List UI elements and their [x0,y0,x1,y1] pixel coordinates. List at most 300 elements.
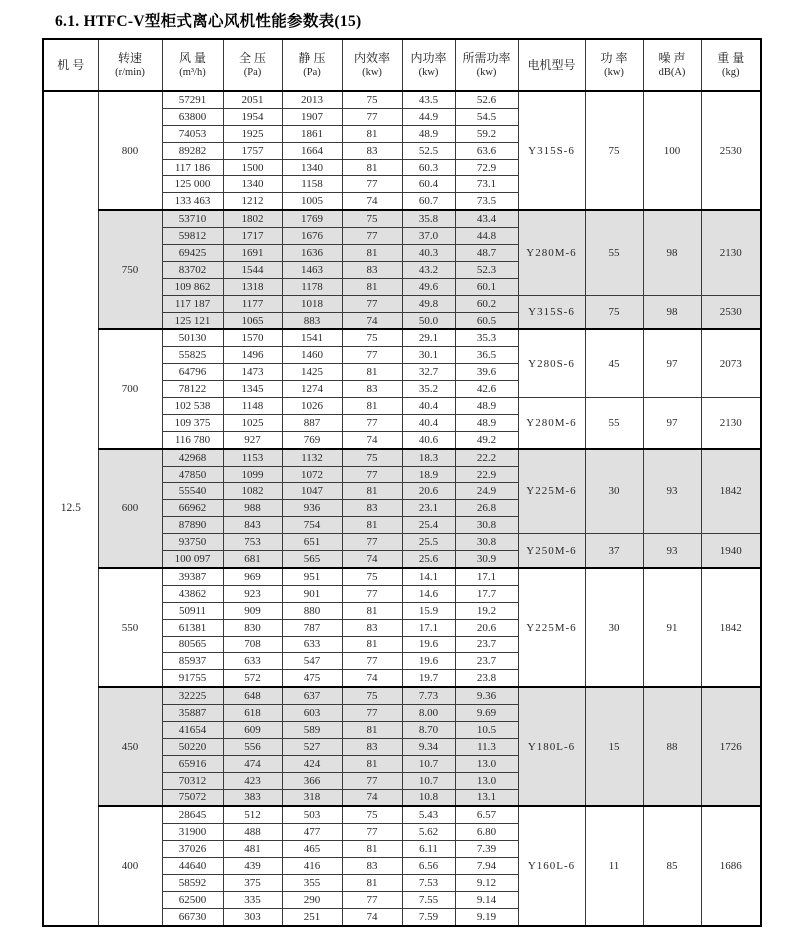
total-pressure-cell: 988 [223,500,282,517]
required-power-cell: 23.7 [455,653,518,670]
internal-power-cell: 7.53 [402,874,455,891]
internal-power-cell: 15.9 [402,602,455,619]
airflow-cell: 109 862 [162,278,223,295]
internal-power-cell: 50.0 [402,312,455,329]
required-power-cell: 9.14 [455,891,518,908]
efficiency-cell: 83 [342,261,402,278]
internal-power-cell: 49.6 [402,278,455,295]
total-pressure-cell: 1570 [223,329,282,346]
airflow-cell: 61381 [162,619,223,636]
required-power-cell: 48.9 [455,398,518,415]
motor-power-cell: 15 [585,687,643,806]
airflow-cell: 44640 [162,858,223,875]
efficiency-cell: 75 [342,568,402,585]
required-power-cell: 11.3 [455,738,518,755]
noise-cell: 85 [643,806,701,925]
total-pressure-cell: 1099 [223,466,282,483]
static-pressure-cell: 633 [282,636,342,653]
static-pressure-cell: 1047 [282,483,342,500]
airflow-cell: 93750 [162,534,223,551]
total-pressure-cell: 927 [223,431,282,448]
required-power-cell: 20.6 [455,619,518,636]
airflow-cell: 37026 [162,841,223,858]
internal-power-cell: 35.2 [402,381,455,398]
airflow-cell: 50130 [162,329,223,346]
internal-power-cell: 7.59 [402,908,455,925]
total-pressure-cell: 830 [223,619,282,636]
airflow-cell: 41654 [162,721,223,738]
efficiency-cell: 75 [342,449,402,466]
required-power-cell: 10.5 [455,721,518,738]
efficiency-cell: 81 [342,874,402,891]
airflow-cell: 70312 [162,772,223,789]
internal-power-cell: 19.6 [402,653,455,670]
internal-power-cell: 30.1 [402,347,455,364]
total-pressure-cell: 1691 [223,245,282,262]
total-pressure-cell: 1496 [223,347,282,364]
column-header: 内效率 (kw) [342,39,402,91]
total-pressure-cell: 1177 [223,295,282,312]
efficiency-cell: 83 [342,142,402,159]
total-pressure-cell: 1802 [223,210,282,227]
total-pressure-cell: 1717 [223,228,282,245]
static-pressure-cell: 1072 [282,466,342,483]
static-pressure-cell: 1664 [282,142,342,159]
static-pressure-cell: 769 [282,431,342,448]
total-pressure-cell: 753 [223,534,282,551]
airflow-cell: 39387 [162,568,223,585]
static-pressure-cell: 887 [282,414,342,431]
motor-power-cell: 37 [585,534,643,568]
efficiency-cell: 83 [342,500,402,517]
motor-power-cell: 55 [585,398,643,449]
static-pressure-cell: 1274 [282,381,342,398]
efficiency-cell: 75 [342,329,402,346]
static-pressure-cell: 465 [282,841,342,858]
internal-power-cell: 14.1 [402,568,455,585]
total-pressure-cell: 909 [223,602,282,619]
static-pressure-cell: 1861 [282,125,342,142]
internal-power-cell: 43.5 [402,91,455,108]
weight-cell: 1842 [701,449,761,534]
required-power-cell: 30.8 [455,517,518,534]
noise-cell: 93 [643,534,701,568]
static-pressure-cell: 651 [282,534,342,551]
internal-power-cell: 7.73 [402,687,455,704]
internal-power-cell: 18.9 [402,466,455,483]
required-power-cell: 73.1 [455,176,518,193]
table-row [43,687,761,704]
table-header [43,39,761,91]
noise-cell: 97 [643,398,701,449]
required-power-cell: 30.9 [455,551,518,568]
total-pressure-cell: 648 [223,687,282,704]
internal-power-cell: 25.5 [402,534,455,551]
total-pressure-cell: 383 [223,789,282,806]
internal-power-cell: 43.2 [402,261,455,278]
internal-power-cell: 19.6 [402,636,455,653]
fan-performance-table [42,38,762,927]
motor-model-cell: Y225M-6 [518,568,585,687]
efficiency-cell: 81 [342,483,402,500]
total-pressure-cell: 1954 [223,108,282,125]
required-power-cell: 63.6 [455,142,518,159]
efficiency-cell: 81 [342,841,402,858]
internal-power-cell: 32.7 [402,364,455,381]
airflow-cell: 57291 [162,91,223,108]
required-power-cell: 54.5 [455,108,518,125]
internal-power-cell: 40.4 [402,398,455,415]
table-row [43,329,761,346]
efficiency-cell: 77 [342,347,402,364]
static-pressure-cell: 1460 [282,347,342,364]
static-pressure-cell: 637 [282,687,342,704]
total-pressure-cell: 1473 [223,364,282,381]
internal-power-cell: 60.3 [402,159,455,176]
internal-power-cell: 20.6 [402,483,455,500]
internal-power-cell: 6.11 [402,841,455,858]
required-power-cell: 13.0 [455,755,518,772]
required-power-cell: 26.8 [455,500,518,517]
noise-cell: 93 [643,449,701,534]
efficiency-cell: 75 [342,91,402,108]
efficiency-cell: 81 [342,517,402,534]
column-header: 内功率 (kw) [402,39,455,91]
table-row [43,449,761,466]
total-pressure-cell: 474 [223,755,282,772]
required-power-cell: 9.36 [455,687,518,704]
column-header: 风 量 (m³/h) [162,39,223,91]
required-power-cell: 19.2 [455,602,518,619]
static-pressure-cell: 475 [282,670,342,687]
weight-cell: 1686 [701,806,761,925]
airflow-cell: 117 186 [162,159,223,176]
efficiency-cell: 83 [342,619,402,636]
efficiency-cell: 81 [342,245,402,262]
static-pressure-cell: 503 [282,806,342,823]
speed-cell: 700 [98,329,162,448]
total-pressure-cell: 1544 [223,261,282,278]
internal-power-cell: 40.6 [402,431,455,448]
header-row [43,39,761,91]
static-pressure-cell: 787 [282,619,342,636]
motor-power-cell: 75 [585,91,643,210]
efficiency-cell: 81 [342,398,402,415]
static-pressure-cell: 883 [282,312,342,329]
efficiency-cell: 74 [342,551,402,568]
efficiency-cell: 74 [342,908,402,925]
static-pressure-cell: 366 [282,772,342,789]
motor-power-cell: 30 [585,449,643,534]
airflow-cell: 89282 [162,142,223,159]
static-pressure-cell: 1178 [282,278,342,295]
required-power-cell: 36.5 [455,347,518,364]
airflow-cell: 53710 [162,210,223,227]
airflow-cell: 66730 [162,908,223,925]
internal-power-cell: 10.7 [402,755,455,772]
required-power-cell: 13.0 [455,772,518,789]
required-power-cell: 13.1 [455,789,518,806]
weight-cell: 1842 [701,568,761,687]
internal-power-cell: 60.7 [402,193,455,210]
required-power-cell: 60.2 [455,295,518,312]
internal-power-cell: 5.62 [402,824,455,841]
static-pressure-cell: 477 [282,824,342,841]
required-power-cell: 30.8 [455,534,518,551]
total-pressure-cell: 2051 [223,91,282,108]
required-power-cell: 60.5 [455,312,518,329]
noise-cell: 98 [643,295,701,329]
weight-cell: 2130 [701,398,761,449]
required-power-cell: 23.7 [455,636,518,653]
efficiency-cell: 81 [342,636,402,653]
static-pressure-cell: 2013 [282,91,342,108]
airflow-cell: 125 121 [162,312,223,329]
weight-cell: 2130 [701,210,761,295]
static-pressure-cell: 318 [282,789,342,806]
efficiency-cell: 77 [342,772,402,789]
column-header: 功 率 (kw) [585,39,643,91]
motor-power-cell: 11 [585,806,643,925]
internal-power-cell: 14.6 [402,585,455,602]
efficiency-cell: 83 [342,738,402,755]
total-pressure-cell: 488 [223,824,282,841]
motor-model-cell: Y225M-6 [518,449,585,534]
noise-cell: 97 [643,329,701,397]
airflow-cell: 42968 [162,449,223,466]
column-header: 重 量 (kg) [701,39,761,91]
noise-cell: 100 [643,91,701,210]
efficiency-cell: 77 [342,585,402,602]
required-power-cell: 22.9 [455,466,518,483]
column-header: 静 压 (Pa) [282,39,342,91]
efficiency-cell: 83 [342,858,402,875]
internal-power-cell: 44.9 [402,108,455,125]
efficiency-cell: 81 [342,278,402,295]
weight-cell: 2073 [701,329,761,397]
airflow-cell: 74053 [162,125,223,142]
airflow-cell: 100 097 [162,551,223,568]
motor-model-cell: Y250M-6 [518,534,585,568]
airflow-cell: 55825 [162,347,223,364]
required-power-cell: 48.7 [455,245,518,262]
motor-model-cell: Y280S-6 [518,329,585,397]
static-pressure-cell: 1018 [282,295,342,312]
total-pressure-cell: 375 [223,874,282,891]
static-pressure-cell: 589 [282,721,342,738]
required-power-cell: 52.6 [455,91,518,108]
required-power-cell: 52.3 [455,261,518,278]
static-pressure-cell: 1340 [282,159,342,176]
efficiency-cell: 81 [342,364,402,381]
noise-cell: 91 [643,568,701,687]
internal-power-cell: 35.8 [402,210,455,227]
table-row [43,91,761,108]
static-pressure-cell: 1676 [282,228,342,245]
motor-power-cell: 75 [585,295,643,329]
required-power-cell: 22.2 [455,449,518,466]
static-pressure-cell: 1425 [282,364,342,381]
total-pressure-cell: 969 [223,568,282,585]
table-row [43,568,761,585]
total-pressure-cell: 708 [223,636,282,653]
efficiency-cell: 81 [342,755,402,772]
static-pressure-cell: 565 [282,551,342,568]
total-pressure-cell: 681 [223,551,282,568]
total-pressure-cell: 1025 [223,414,282,431]
speed-cell: 800 [98,91,162,210]
airflow-cell: 117 187 [162,295,223,312]
total-pressure-cell: 618 [223,705,282,722]
efficiency-cell: 77 [342,295,402,312]
column-header: 全 压 (Pa) [223,39,282,91]
airflow-cell: 55540 [162,483,223,500]
static-pressure-cell: 527 [282,738,342,755]
table-body [43,91,761,926]
required-power-cell: 72.9 [455,159,518,176]
internal-power-cell: 52.5 [402,142,455,159]
static-pressure-cell: 754 [282,517,342,534]
total-pressure-cell: 1340 [223,176,282,193]
total-pressure-cell: 423 [223,772,282,789]
static-pressure-cell: 251 [282,908,342,925]
efficiency-cell: 77 [342,824,402,841]
required-power-cell: 39.6 [455,364,518,381]
static-pressure-cell: 355 [282,874,342,891]
total-pressure-cell: 439 [223,858,282,875]
airflow-cell: 35887 [162,705,223,722]
required-power-cell: 9.69 [455,705,518,722]
total-pressure-cell: 1345 [223,381,282,398]
airflow-cell: 43862 [162,585,223,602]
internal-power-cell: 37.0 [402,228,455,245]
airflow-cell: 69425 [162,245,223,262]
required-power-cell: 9.12 [455,874,518,891]
airflow-cell: 62500 [162,891,223,908]
static-pressure-cell: 1005 [282,193,342,210]
internal-power-cell: 8.70 [402,721,455,738]
airflow-cell: 32225 [162,687,223,704]
internal-power-cell: 60.4 [402,176,455,193]
required-power-cell: 44.8 [455,228,518,245]
total-pressure-cell: 1065 [223,312,282,329]
speed-cell: 600 [98,449,162,568]
airflow-cell: 65916 [162,755,223,772]
total-pressure-cell: 1757 [223,142,282,159]
motor-power-cell: 55 [585,210,643,295]
internal-power-cell: 10.8 [402,789,455,806]
total-pressure-cell: 1925 [223,125,282,142]
noise-cell: 88 [643,687,701,806]
airflow-cell: 78122 [162,381,223,398]
static-pressure-cell: 547 [282,653,342,670]
static-pressure-cell: 290 [282,891,342,908]
page-title: 6.1. HTFC-V型柜式离心风机性能参数表(15) [55,13,362,30]
airflow-cell: 80565 [162,636,223,653]
efficiency-cell: 74 [342,193,402,210]
airflow-cell: 28645 [162,806,223,823]
efficiency-cell: 83 [342,381,402,398]
airflow-cell: 59812 [162,228,223,245]
weight-cell: 2530 [701,91,761,210]
total-pressure-cell: 556 [223,738,282,755]
efficiency-cell: 77 [342,466,402,483]
efficiency-cell: 77 [342,653,402,670]
column-header: 电机型号 [518,39,585,91]
total-pressure-cell: 512 [223,806,282,823]
total-pressure-cell: 1212 [223,193,282,210]
required-power-cell: 17.7 [455,585,518,602]
internal-power-cell: 10.7 [402,772,455,789]
static-pressure-cell: 1463 [282,261,342,278]
airflow-cell: 50911 [162,602,223,619]
internal-power-cell: 25.4 [402,517,455,534]
static-pressure-cell: 424 [282,755,342,772]
total-pressure-cell: 1500 [223,159,282,176]
efficiency-cell: 77 [342,891,402,908]
airflow-cell: 75072 [162,789,223,806]
static-pressure-cell: 1026 [282,398,342,415]
speed-cell: 550 [98,568,162,687]
total-pressure-cell: 335 [223,891,282,908]
speed-cell: 400 [98,806,162,925]
total-pressure-cell: 843 [223,517,282,534]
efficiency-cell: 74 [342,789,402,806]
column-header: 噪 声 dB(A) [643,39,701,91]
required-power-cell: 48.9 [455,414,518,431]
column-header: 所需功率 (kw) [455,39,518,91]
static-pressure-cell: 880 [282,602,342,619]
required-power-cell: 23.8 [455,670,518,687]
efficiency-cell: 81 [342,159,402,176]
static-pressure-cell: 416 [282,858,342,875]
total-pressure-cell: 1148 [223,398,282,415]
total-pressure-cell: 1153 [223,449,282,466]
internal-power-cell: 40.4 [402,414,455,431]
efficiency-cell: 74 [342,670,402,687]
internal-power-cell: 19.7 [402,670,455,687]
airflow-cell: 133 463 [162,193,223,210]
required-power-cell: 24.9 [455,483,518,500]
speed-cell: 450 [98,687,162,806]
internal-power-cell: 18.3 [402,449,455,466]
airflow-cell: 125 000 [162,176,223,193]
static-pressure-cell: 951 [282,568,342,585]
static-pressure-cell: 901 [282,585,342,602]
total-pressure-cell: 923 [223,585,282,602]
internal-power-cell: 5.43 [402,806,455,823]
motor-model-cell: Y315S-6 [518,295,585,329]
efficiency-cell: 75 [342,687,402,704]
internal-power-cell: 9.34 [402,738,455,755]
total-pressure-cell: 609 [223,721,282,738]
speed-cell: 750 [98,210,162,329]
required-power-cell: 7.39 [455,841,518,858]
airflow-cell: 50220 [162,738,223,755]
total-pressure-cell: 1082 [223,483,282,500]
internal-power-cell: 29.1 [402,329,455,346]
machine-no-cell: 12.5 [43,91,98,926]
airflow-cell: 109 375 [162,414,223,431]
internal-power-cell: 6.56 [402,858,455,875]
internal-power-cell: 23.1 [402,500,455,517]
internal-power-cell: 8.00 [402,705,455,722]
required-power-cell: 9.19 [455,908,518,925]
efficiency-cell: 77 [342,228,402,245]
efficiency-cell: 81 [342,602,402,619]
airflow-cell: 102 538 [162,398,223,415]
static-pressure-cell: 1769 [282,210,342,227]
